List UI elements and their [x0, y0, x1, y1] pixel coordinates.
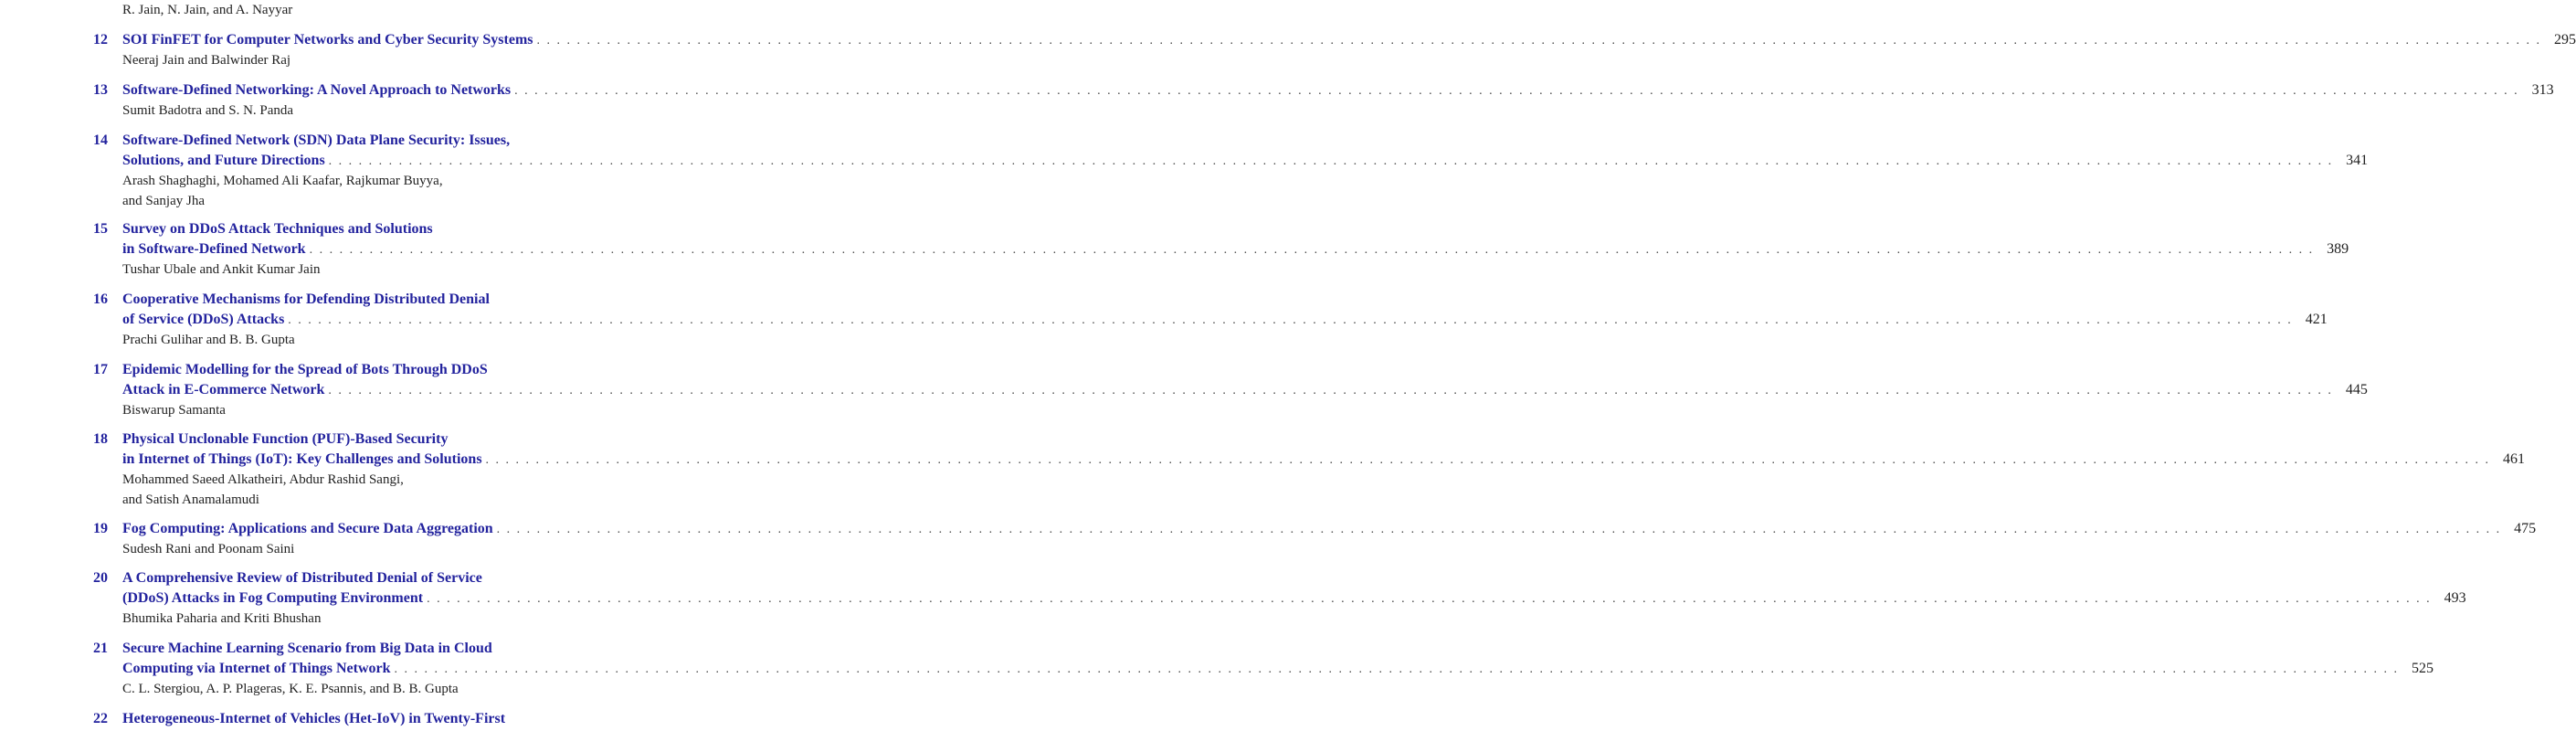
chapter-title: Heterogeneous-Internet of Vehicles (Het-IoV) in Twenty-First [122, 711, 506, 726]
chapter-title: Cooperative Mechanisms for Defending Distributed Denial [122, 291, 490, 307]
dot-leader: . . . . . . . . . . . . . . . . . . . . . . . . . . . . . . . . . . . . . . . . . . . . . . . . . . . . . . . . . . . . . . . . . . . . . . . . . . . . . . . . . . . . . . . . . . . . . . . . . . . . . . . . . . . . . . . . . . . . . . . . . . . . . . . . . . . . . . . . . . . . . . . . . . . . . . . . . . . . . . . . . . . . . . . . . . . . . . . . . . . . . . . . . . . . . . . . . . . . . . . . [394, 662, 2399, 676]
chapter-title-line [122, 380, 2368, 400]
chapter-authors: Tushar Ubale and Ankit Kumar Jain [122, 262, 321, 277]
page-number: 341 [2346, 153, 2369, 168]
chapter-title: Secure Machine Learning Scenario from Big Data in Cloud [122, 641, 492, 656]
chapter-authors: Biswarup Samanta [122, 403, 226, 418]
chapter-authors: Neeraj Jain and Balwinder Raj [122, 53, 291, 68]
page-number: 493 [2444, 590, 2466, 606]
chapter-authors: Prachi Gulihar and B. B. Gupta [122, 333, 295, 347]
chapter-title-line [122, 709, 643, 729]
chapter-number: 21 [93, 641, 108, 656]
chapter-title: Survey on DDoS Attack Techniques and Solutions [122, 221, 433, 237]
chapter-title: in Software-Defined Network [122, 241, 306, 257]
chapter-title-line [122, 151, 2369, 171]
chapter-title: Software-Defined Networking: A Novel Approach to Networks [122, 82, 512, 98]
chapter-title-line [122, 450, 2526, 470]
page-number: 475 [2514, 521, 2537, 536]
chapter-title: Physical Unclonable Function (PUF)-Based Security [122, 431, 449, 447]
page-number: 389 [2327, 241, 2349, 257]
chapter-title-line [122, 659, 2433, 679]
chapter-title-line [122, 131, 643, 151]
chapter-authors: Mohammed Saeed Alkatheiri, Abdur Rashid Sangi, [122, 472, 404, 487]
chapter-title-line [122, 290, 643, 310]
chapter-authors: Arash Shaghaghi, Mohamed Ali Kaafar, Rajkumar Buyya, [122, 174, 443, 188]
chapter-title: Solutions, and Future Directions [122, 153, 325, 168]
chapter-number: 12 [93, 32, 108, 48]
chapter-number: 17 [93, 362, 108, 377]
chapter-title: Epidemic Modelling for the Spread of Bots Through DDoS [122, 362, 488, 377]
chapter-authors: C. L. Stergiou, A. P. Plageras, K. E. Psannis, and B. B. Gupta [122, 682, 459, 696]
chapter-title: in Internet of Things (IoT): Key Challenges and Solutions [122, 451, 482, 467]
dot-leader: . . . . . . . . . . . . . . . . . . . . . . . . . . . . . . . . . . . . . . . . . . . . . . . . . . . . . . . . . . . . . . . . . . . . . . . . . . . . . . . . . . . . . . . . . . . . . . . . . . . . . . . . . . . . . . . . . . . . . . . . . . . . . . . . . . . . . . . . . . . . . . . . . . . . . . . . . . . . . . . . . . . . . . . . . . . . . . . . . . . . . . . . . . . . . . . . . . . . . . . . [328, 154, 2334, 168]
chapter-title: Fog Computing: Applications and Secure Data Aggregation [122, 521, 493, 536]
chapter-authors: and Satish Anamalamudi [122, 493, 259, 507]
page-number: 525 [2412, 661, 2433, 676]
dot-leader: . . . . . . . . . . . . . . . . . . . . . . . . . . . . . . . . . . . . . . . . . . . . . . . . . . . . . . . . . . . . . . . . . . . . . . . . . . . . . . . . . . . . . . . . . . . . . . . . . . . . . . . . . . . . . . . . . . . . . . . . . . . . . . . . . . . . . . . . . . . . . . . . . . . . . . . . . . . . . . . . . . . . . . . . . . . . . . . . . . . . . . . . . . . . . . . . . . . . . . . . [496, 523, 2502, 536]
chapter-number: 16 [93, 291, 108, 307]
chapter-title: Computing via Internet of Things Network [122, 661, 391, 676]
chapter-title-line [122, 588, 2466, 609]
top-author-line: R. Jain, N. Jain, and A. Nayyar [122, 3, 293, 17]
chapter-title-line [122, 360, 643, 380]
chapter-title-line [122, 429, 643, 450]
chapter-authors: Sumit Badotra and S. N. Panda [122, 103, 294, 118]
dot-leader: . . . . . . . . . . . . . . . . . . . . . . . . . . . . . . . . . . . . . . . . . . . . . . . . . . . . . . . . . . . . . . . . . . . . . . . . . . . . . . . . . . . . . . . . . . . . . . . . . . . . . . . . . . . . . . . . . . . . . . . . . . . . . . . . . . . . . . . . . . . . . . . . . . . . . . . . . . . . . . . . . . . . . . . . . . . . . . . . . . . . . . . . . . . . . . . . . . . . . . . . [309, 243, 2315, 257]
page-number: 295 [2554, 32, 2576, 48]
chapter-title-line [122, 519, 2537, 539]
chapter-title-line [122, 239, 2349, 260]
chapter-title-line [122, 310, 2328, 330]
chapter-title: (DDoS) Attacks in Fog Computing Environment [122, 590, 424, 606]
page-number: 421 [2305, 312, 2328, 327]
chapter-title: Software-Defined Network (SDN) Data Plane Security: Issues, [122, 132, 511, 148]
page-number: 445 [2345, 382, 2368, 397]
chapter-title: SOI FinFET for Computer Networks and Cyber Security Systems [122, 32, 533, 48]
dot-leader: . . . . . . . . . . . . . . . . . . . . . . . . . . . . . . . . . . . . . . . . . . . . . . . . . . . . . . . . . . . . . . . . . . . . . . . . . . . . . . . . . . . . . . . . . . . . . . . . . . . . . . . . . . . . . . . . . . . . . . . . . . . . . . . . . . . . . . . . . . . . . . . . . . . . . . . . . . . . . . . . . . . . . . . . . . . . . . . . . . . . . . . . . . . . . . . . . . . . . . . . [536, 34, 2541, 48]
chapter-title-line [122, 30, 2576, 50]
chapter-title-line [122, 568, 643, 588]
chapter-title: Attack in E-Commerce Network [122, 382, 325, 397]
dot-leader: . . . . . . . . . . . . . . . . . . . . . . . . . . . . . . . . . . . . . . . . . . . . . . . . . . . . . . . . . . . . . . . . . . . . . . . . . . . . . . . . . . . . . . . . . . . . . . . . . . . . . . . . . . . . . . . . . . . . . . . . . . . . . . . . . . . . . . . . . . . . . . . . . . . . . . . . . . . . . . . . . . . . . . . . . . . . . . . . . . . . . . . . . . . . . . . . . . . . . . . . [427, 592, 2432, 606]
dot-leader: . . . . . . . . . . . . . . . . . . . . . . . . . . . . . . . . . . . . . . . . . . . . . . . . . . . . . . . . . . . . . . . . . . . . . . . . . . . . . . . . . . . . . . . . . . . . . . . . . . . . . . . . . . . . . . . . . . . . . . . . . . . . . . . . . . . . . . . . . . . . . . . . . . . . . . . . . . . . . . . . . . . . . . . . . . . . . . . . . . . . . . . . . . . . . . . . . . . . . . . . [485, 453, 2491, 467]
chapter-authors: and Sanjay Jha [122, 194, 205, 208]
chapter-title: of Service (DDoS) Attacks [122, 312, 285, 327]
chapter-number: 20 [93, 570, 108, 586]
page-number: 461 [2503, 451, 2526, 467]
chapter-title: A Comprehensive Review of Distributed Denial of Service [122, 570, 482, 586]
chapter-number: 13 [93, 82, 108, 98]
chapter-number: 19 [93, 521, 108, 536]
dot-leader: . . . . . . . . . . . . . . . . . . . . . . . . . . . . . . . . . . . . . . . . . . . . . . . . . . . . . . . . . . . . . . . . . . . . . . . . . . . . . . . . . . . . . . . . . . . . . . . . . . . . . . . . . . . . . . . . . . . . . . . . . . . . . . . . . . . . . . . . . . . . . . . . . . . . . . . . . . . . . . . . . . . . . . . . . . . . . . . . . . . . . . . . . . . . . . . . . . . . . . . . [514, 84, 2519, 98]
chapter-number: 14 [93, 132, 108, 148]
chapter-authors: Sudesh Rani and Poonam Saini [122, 542, 295, 556]
chapter-number: 15 [93, 221, 108, 237]
chapter-title-line [122, 219, 643, 239]
dot-leader: . . . . . . . . . . . . . . . . . . . . . . . . . . . . . . . . . . . . . . . . . . . . . . . . . . . . . . . . . . . . . . . . . . . . . . . . . . . . . . . . . . . . . . . . . . . . . . . . . . . . . . . . . . . . . . . . . . . . . . . . . . . . . . . . . . . . . . . . . . . . . . . . . . . . . . . . . . . . . . . . . . . . . . . . . . . . . . . . . . . . . . . . . . . . . . . . . . . . . . . . [288, 313, 2293, 327]
page-number: 313 [2531, 82, 2554, 98]
chapter-title-line [122, 80, 2554, 101]
chapter-number: 18 [93, 431, 108, 447]
chapter-title-line [122, 639, 643, 659]
chapter-authors: Bhumika Paharia and Kriti Bhushan [122, 611, 322, 626]
chapter-number: 22 [93, 711, 108, 726]
dot-leader: . . . . . . . . . . . . . . . . . . . . . . . . . . . . . . . . . . . . . . . . . . . . . . . . . . . . . . . . . . . . . . . . . . . . . . . . . . . . . . . . . . . . . . . . . . . . . . . . . . . . . . . . . . . . . . . . . . . . . . . . . . . . . . . . . . . . . . . . . . . . . . . . . . . . . . . . . . . . . . . . . . . . . . . . . . . . . . . . . . . . . . . . . . . . . . . . . . . . . . . . [328, 384, 2333, 397]
